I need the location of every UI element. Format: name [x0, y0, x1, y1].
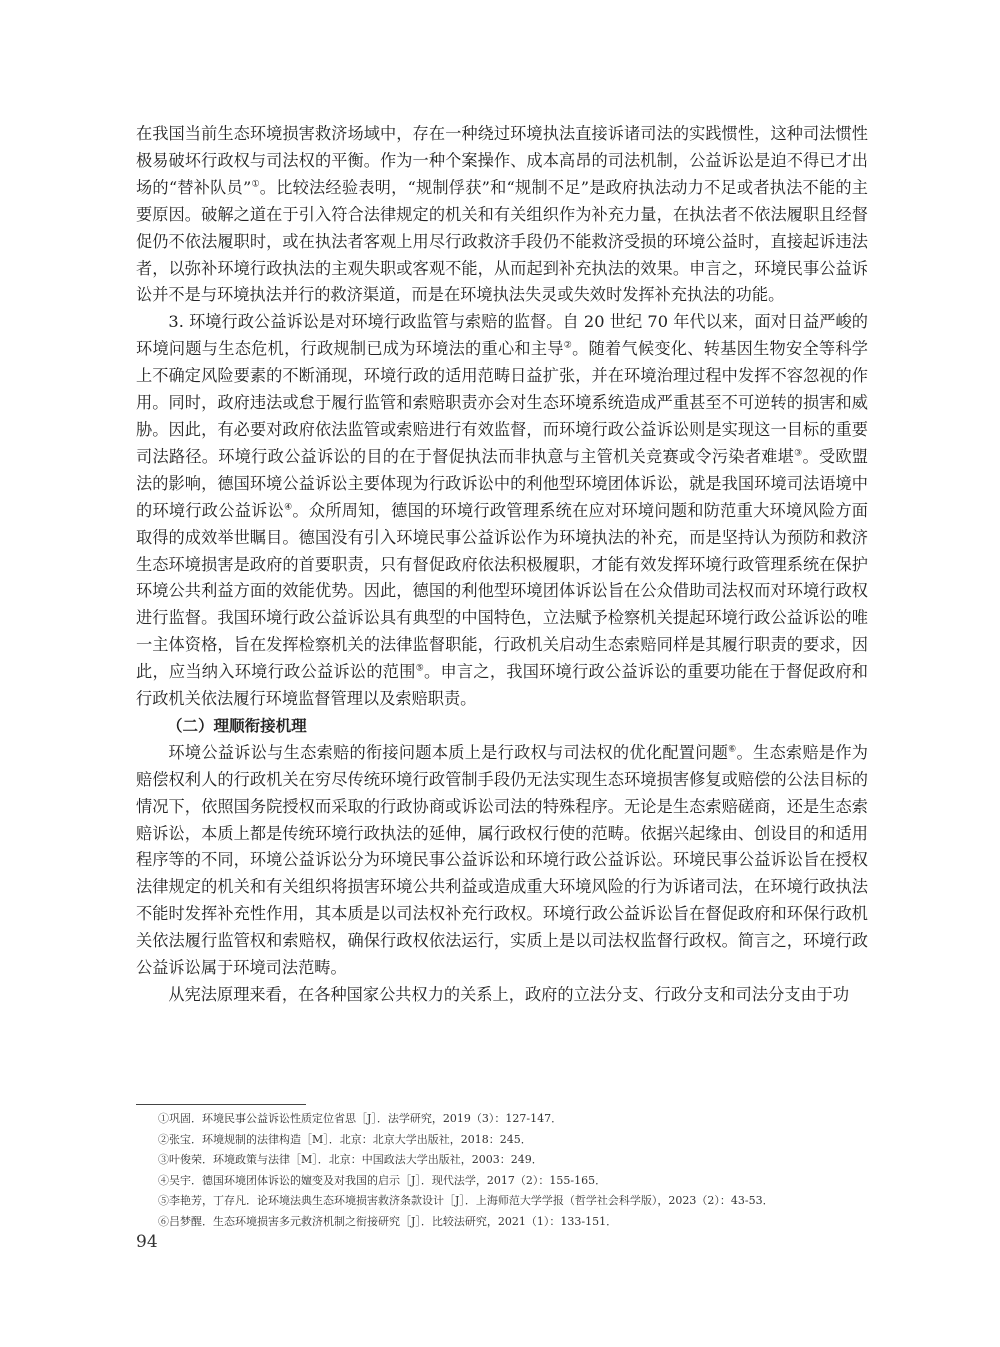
- body-text: [136, 121, 868, 1009]
- footnote-3: ③叶俊荣．环境政策与法律［M］．北京：中国政法大学出版社，2003：249．: [158, 1153, 543, 1167]
- paragraph-3: 环境公益诉讼与生态索赔的衔接问题本质上是行政权与司法权的优化配置问题⑥。生态索赔是作为赔偿权利人的行政机关在穷尽传统环境行政管制手段仍无法实现生态环境损害修复或赔偿的公法目标的情况下，依照国务院授权而采取的行政协商或诉讼司法的特殊程序。无论是生态索赔磋商，还是生态索赔诉讼，本质上都是传统环境行政执法的延伸，属行政权行使的范畴。依据兴起缘由、创设目的和适用程序等的不同，环境公益诉讼分为环境民事公益诉讼和环境行政公益诉讼。环境民事公益诉讼旨在授权法律规定的机关和有关组织将损害环境公共利益或造成重大环境风险的行为诉诸司法，在环境行政执法不能时发挥补充性作用，其本质是以司法权补充行政权。环境行政公益诉讼旨在督促政府和环保行政机关依法履行监管权和索赔权，确保行政权依法运行，实质上是以司法权监督行政权。简言之，环境行政公益诉讼属于环境司法范畴。: [136, 742, 868, 978]
- paragraph-2: 3. 环境行政公益诉讼是对环境行政监管与索赔的监督。自 20 世纪 70 年代以来，面对日益严峻的环境问题与生态危机，行政规制已成为环境法的重心和主导②。随着气候变化、转基因生物安全等科学上不确定风险要素的不断涌现，环境行政的适用范畴日益扩张，并在环境治理过程中发挥不容忽视的作用。同时，政府违法或怠于履行监管和索赔职责亦会对生态环境系统造成严重甚至不可逆转的损害和威胁。因此，有必要对政府依法监管或索赔进行有效监督，而环境行政公益诉讼则是实现这一目标的重要司法路径。环境行政公益诉讼的目的在于督促执法而非执意与主管机关竞赛或令污染者难堪③。受欧盟法的影响，德国环境公益诉讼主要体现为行政诉讼中的利他型环境团体诉讼，就是我国环境司法语境中的环境行政公益诉讼④。众所周知，德国的环境行政管理系统在应对环境问题和防范重大环境风险方面取得的成效举世瞩目。德国没有引入环境民事公益诉讼作为环境执法的补充，而是坚持认为预防和救济生态环境损害是政府的首要职责，只有督促政府依法积极履职，才能有效发挥环境行政管理系统在保护环境公共利益方面的效能优势。因此，德国的利他型环境团体诉讼旨在公众借助司法权而对环境行政权进行监督。我国环境行政公益诉讼具有典型的中国特色，立法赋予检察机关提起环境行政公益诉讼的唯一主体资格，旨在发挥检察机关的法律监督职能，行政机关启动生态索赔同样是其履行职责的要求，因此，应当纳入环境行政公益诉讼的范围⑤。申言之，我国环境行政公益诉讼的重要功能在于督促政府和行政机关依法履行环境监督管理以及索赔职责。: [136, 312, 869, 709]
- footnote-4: ④吴宇．德国环境团体诉讼的嬗变及对我国的启示［J］．现代法学，2017（2）：155-165．: [158, 1173, 607, 1187]
- page-number: 94: [136, 1232, 158, 1252]
- footnotes: [158, 1109, 868, 1233]
- footnote-6: ⑥吕梦醒．生态环境损害多元救济机制之衔接研究［J］．比较法研究，2021（1）：133-151．: [158, 1214, 618, 1228]
- footnote-ref-2[interactable]: ②: [563, 340, 573, 351]
- footnote-1: ①巩固．环境民事公益诉讼性质定位省思［J］．法学研究，2019（3）：127-147．: [158, 1112, 563, 1125]
- section-heading: （二）理顺衔接机理: [167, 716, 307, 735]
- footnote-5: ⑤李艳芳，丁存凡．论环境法典生态环境损害救济条款设计［J］．上海师范大学学报（哲学社会科学版），2023（2）：43-53．: [158, 1194, 774, 1208]
- footnote-ref-3[interactable]: ③: [794, 448, 803, 459]
- footnote-ref-6[interactable]: ⑥: [728, 744, 737, 755]
- footnote-ref-4[interactable]: ④: [284, 502, 293, 513]
- paragraph-1: 在我国当前生态环境损害救济场域中，存在一种绕过环境执法直接诉诸司法的实践惯性，这种司法惯性极易破坏行政权与司法权的平衡。作为一种个案操作、成本高昂的司法机制，公益诉讼是迫不得已才出场的“替补队员”①。比较法经验表明，“规制俘获”和“规制不足”是政府执法动力不足或者执法不能的主要原因。破解之道在于引入符合法律规定的机关和有关组织作为补充力量，在执法者不依法履职且经督促仍不依法履职时，或在执法者客观上用尽行政救济手段仍不能救济受损的环境公益时，直接起诉违法者，以弥补环境行政执法的主观失职或客观不能，从而起到补充执法的效果。申言之，环境民事公益诉讼并不是与环境执法并行的救济渠道，而是在环境执法失灵或失效时发挥补充执法的功能。: [136, 124, 868, 305]
- footnote-ref-1[interactable]: ①: [251, 179, 260, 190]
- footnote-ref-5[interactable]: ⑤: [415, 663, 425, 674]
- footnote-2: ②张宝．环境规制的法律构造［M］．北京：北京大学出版社，2018：245．: [158, 1132, 532, 1146]
- paragraph-4: 从宪法原理来看，在各种国家公共权力的关系上，政府的立法分支、行政分支和司法分支由于功: [168, 985, 850, 1004]
- footnote-divider: [136, 1104, 306, 1105]
